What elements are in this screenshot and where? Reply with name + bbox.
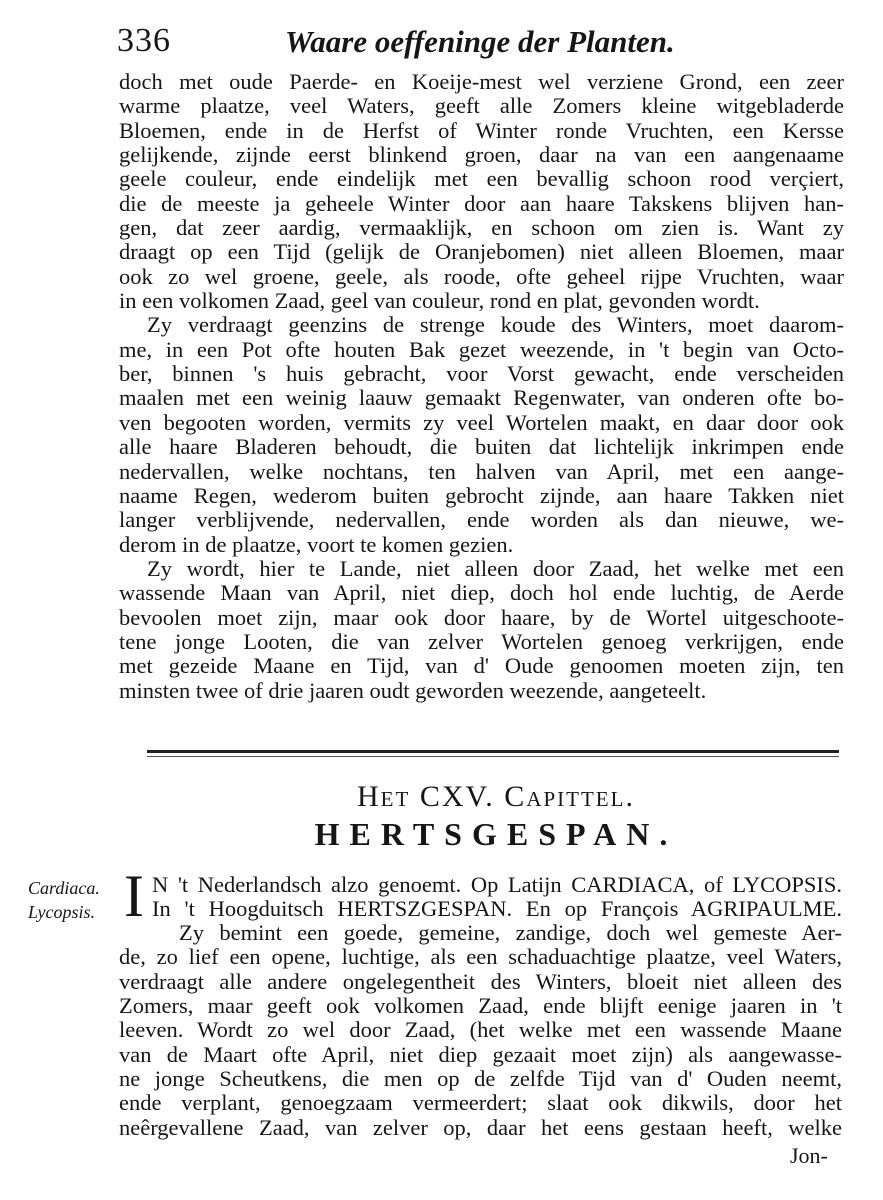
text-line: van de Maart ofte April, niet diep gezaait moet zijn) als aangewasse-: [119, 1041, 842, 1067]
page-header: [117, 22, 837, 66]
text-line: Zomers, maar geeft ook volkomen Zaad, ende blijft eenige jaaren in 't: [119, 993, 842, 1019]
text-line: warme plaatze, veel Waters, geeft alle Zomers kleine witgebladerde: [119, 93, 844, 119]
text-line: de, zo lief een opene, luchtige, als een schaduachtige plaatze, veel Waters,: [119, 944, 842, 970]
text-line: ven begooten worden, vermits zy veel Wortelen maakt, en daar door ook: [119, 409, 844, 435]
text-line: tene jonge Looten, die van zelver Wortelen genoeg verkrijgen, ende: [119, 628, 844, 654]
text-line: Bloemen, ende in de Herfst of Winter ronde Vruchten, een Kersse: [119, 117, 844, 143]
text-line: in een volkomen Zaad, geel van couleur, rond en plat, gevonden wordt.: [119, 288, 760, 314]
catchword: Jon-: [790, 1143, 828, 1168]
page-number: 336: [117, 22, 171, 59]
text-line: ook zo wel groene, geele, als roode, ofte geheel rijpe Vruchten, waar: [119, 263, 844, 289]
margin-notes: [28, 876, 123, 924]
text-line: ber, binnen 's huis gebracht, voor Vorst gewacht, ende verscheiden: [119, 361, 844, 387]
chapter-opening-lines: [152, 873, 842, 922]
margin-note: Cardiaca.: [28, 878, 100, 898]
text-line: met gezeide Maane en Tijd, van d' Oude genoomen moeten zijn, ten: [119, 653, 844, 679]
section-divider: [147, 750, 839, 753]
text-line: Zy verdraagt geenzins de strenge koude des Winters, moet daarom-: [147, 312, 844, 338]
text-line: verdraagt alle andere ongelegentheit des Winters, bloeit niet alleen des: [119, 968, 842, 994]
text-line: wassende Maan van April, niet diep, doch hol ende luchtig, de Aerde: [119, 580, 844, 606]
text-line: leeven. Wordt zo wel door Zaad, (het welke met een wassende Maane: [119, 1017, 842, 1043]
text-line: minsten twee of drie jaaren oudt geworden weezende, aangeteelt.: [119, 677, 707, 703]
text-line: maalen met een weinig laauw gemaakt Regenwater, van onderen ofte bo-: [119, 385, 844, 411]
drop-cap: I: [124, 863, 144, 929]
text-line: naame Regen, wederom buiten gebrocht zijnde, aan haare Takken niet: [119, 482, 844, 508]
text-line: bevoolen moet zijn, maar ook door haare, by de Wortel uitgeschoote-: [119, 604, 844, 630]
text-line: die de meeste ja geheele Winter door aan haare Takskens blijven han-: [119, 190, 844, 216]
text-line: gelijkende, zijnde eerst blinkend groen, daar na van een aangenaame: [119, 142, 844, 168]
text-line: doch met oude Paerde- en Koeije-mest wel verziene Grond, een zeer: [119, 69, 844, 94]
text-line: langer verblijvende, nedervallen, ende worden als dan nieuwe, we-: [119, 507, 844, 533]
margin-note: Lycopsis.: [28, 902, 95, 922]
text-line: draagt op een Tijd (gelijk de Oranjebomen) niet alleen Bloemen, maar: [119, 239, 844, 265]
text-line: neêrgevallene Zaad, van zelver op, daar het eens gestaan heeft, welke: [119, 1114, 842, 1140]
text-line: alle haare Bladeren behoudt, die buiten dat lichtelijk inkrimpen ende: [119, 434, 844, 460]
chapter-heading: Het CXV. Capittel.: [357, 780, 635, 813]
text-line: derom in de plaatze, voort te komen gezien.: [119, 531, 514, 557]
running-title: Waare oeffeninge der Planten.: [285, 24, 675, 59]
text-line: Zy bemint een goede, gemeine, zandige, doch wel gemeste Aer-: [179, 920, 842, 945]
text-line: N 't Nederlandsch alzo genoemt. Op Latijn CARDIACA, of LYCOPSIS.: [152, 872, 842, 897]
text-line: gen, dat zeer aardig, vermaaklijk, en schoon om zien is. Want zy: [119, 215, 844, 241]
text-line: In 't Hoogduitsch HERTSZGESPAN. En op François AGRIPAULME.: [152, 896, 842, 922]
text-line: nedervallen, welke nochtans, ten halven van April, met een aange-: [119, 458, 844, 484]
text-line: ne jonge Scheutkens, die men op de zelfde Tijd van d' Ouden neemt,: [119, 1066, 842, 1092]
chapter-title: HERTSGESPAN.: [314, 816, 678, 852]
text-line: geele couleur, ende eindelijk met een bevallig schoon rood verçiert,: [119, 166, 844, 192]
text-line: me, in een Pot ofte houten Bak gezet weezende, in 't begin van Octo-: [119, 336, 844, 362]
text-line: Zy wordt, hier te Lande, niet alleen door Zaad, het welke met een: [147, 555, 844, 581]
text-line: ende verplant, genoegzaam vermeerdert; slaat ook dikwils, door het: [119, 1090, 842, 1116]
chapter-paragraph: [119, 921, 842, 1140]
body-paragraphs: [119, 70, 844, 703]
